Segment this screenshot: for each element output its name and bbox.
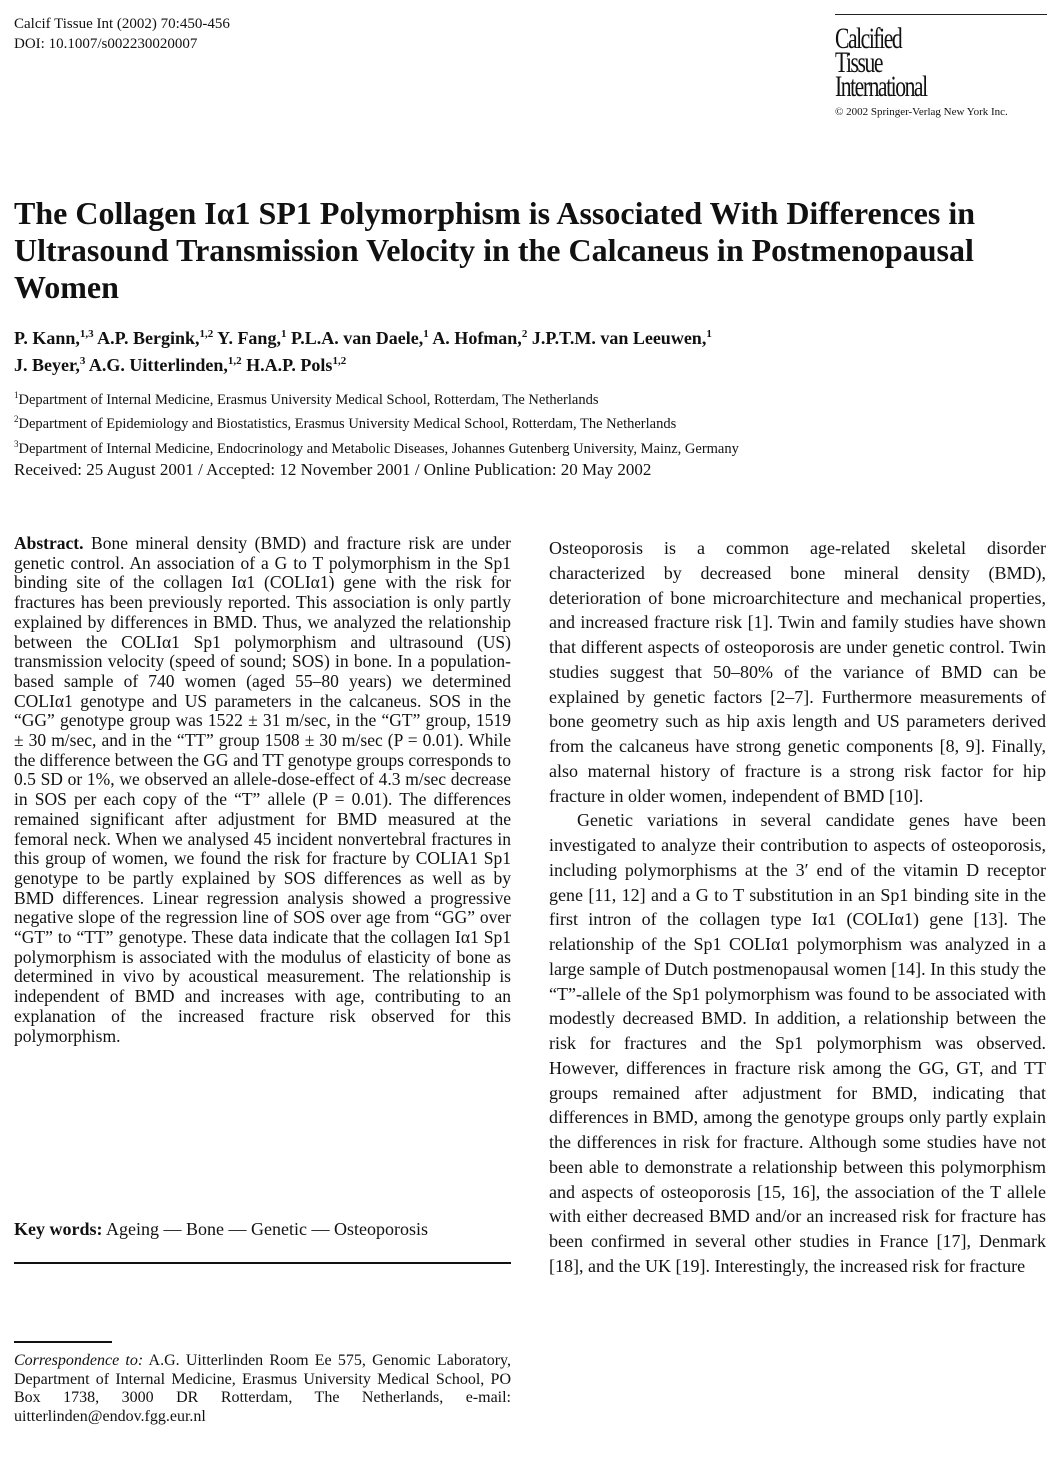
publication-dates: Received: 25 August 2001 / Accepted: 12 November 2001 / Online Publication: 20 May 2002 xyxy=(14,460,652,479)
affiliation: $^2$Department of Epidemiology and Biostatistics, Erasmus University Medical School, Rotterdam, The Netherlands xyxy=(14,414,677,433)
keywords-text: Ageing — Bone — Genetic — Osteoporosis xyxy=(106,1219,428,1239)
paper-title: The Collagen Iα1 SP1 Polymorphism is Associated With Differences in Ultrasound Transmission Velocity in the Calcaneus in Postmenopausal Women xyxy=(14,195,975,305)
correspondence-text: A.G. Uitterlinden Room Ee 575, Genomic Laboratory, Department of Internal Medicine, Erasmus University Medical School, PO Box 1738, 3000 DR Rotterdam, The Netherlands, e-mail: uitterlinden@endov.fgg.eur.nl xyxy=(14,1352,512,1425)
logo-line-3: International xyxy=(835,70,927,103)
author: A.G. Uitterlinden,$^{1,2}$ xyxy=(88,355,242,375)
author: A.P. Bergink,$^{1,2}$ xyxy=(97,328,214,348)
author: Y. Fang,$^1$ xyxy=(217,328,287,348)
correspondence-label: Correspondence to: xyxy=(14,1352,144,1369)
keywords xyxy=(14,1219,511,1240)
abstract-divider xyxy=(14,1262,511,1264)
affiliation: $^3$Department of Internal Medicine, Endocrinology and Metabolic Diseases, Johannes Gutenberg University, Mainz, Germany xyxy=(14,438,739,457)
body-paragraph: Osteoporosis is a common age-related skeletal disorder characterized by decreased bone mineral density (BMD), deterioration of bone microarchitecture and mechanical properties, and increased fracture risk [1]. Twin and family studies have shown that different aspects of osteoporosis are under genetic control. Twin studies suggest that 50–80% of the variance of BMD can be explained by genetic factors [2–7]. Furthermore measurements of bone geometry such as hip axis length and US parameters derived from the calcaneus have strong genetic components [8, 9]. Finally, also maternal history of fracture is a strong risk factor for hip fracture in older women, independent of BMD [10]. xyxy=(549,538,1046,806)
affiliation-list xyxy=(14,386,1054,459)
body-column xyxy=(549,536,1046,1279)
author: J.P.T.M. van Leeuwen,$^1$ xyxy=(531,328,712,348)
author: H.A.P. Pols$^{1,2}$ xyxy=(246,355,347,375)
logo-line-1: Calcified xyxy=(835,22,902,55)
doi-line: DOI: 10.1007/s002230020007 xyxy=(14,36,198,52)
author: A. Hofman,$^2$ xyxy=(432,328,528,348)
author: P. Kann,$^{1,3}$ xyxy=(14,328,94,348)
abstract-text: Bone mineral density (BMD) and fracture risk are under genetic control. An association of a G to T polymorphism in the Sp1 binding site of the collagen Iα1 (COLIα1) gene with the risk for fractures has been previously reported. This association is only partly explained by differences in BMD. Thus, we analyzed the relationship between the COLIα1 Sp1 polymorphism and ultrasound (US) transmission velocity (speed of sound; SOS) in bone. In a population-based sample of 740 women (aged 55–80 years) we determined COLIα1 genotype and US parameters in the calcaneus. SOS in the “GG” genotype group was 1522 ± 31 m/sec, in the “GT” group, 1519 ± 30 m/sec, and in the “TT” group 1508 ± 30 m/sec (P = 0.01). While the difference between the GG and TT genotype groups corresponds to 0.5 SD or 1%, we observed an allele-dose-effect of 4.3 m/sec decrease in SOS per each copy of the “T” allele (P = 0.01). The differences remained significant after adjustment for BMD measured at the femoral neck. When we analysed 45 incident nonvertebral fractures in this group of women, we found the risk for fracture by COLIA1 Sp1 genotype to be partly explained by SOS differences as well as by BMD differences. Linear regression analysis showed a progressive negative slope of the regression line of SOS over age from “GG” over “GT” to “TT” genotype. These data indicate that the collagen Iα1 Sp1 polymorphism is associated with the modulus of elasticity of bone as determined in vivo by acoustical measurement. The relationship is independent of BMD and increases with age, contributing to an explanation of the increased fracture risk observed for this polymorphism. xyxy=(14,533,511,1046)
abstract-label: Abstract. xyxy=(14,533,84,553)
logo-line-2: Tissue xyxy=(835,46,883,79)
affiliation: $^1$Department of Internal Medicine, Erasmus University Medical School, Rotterdam, The Netherlands xyxy=(14,390,599,408)
footnote-divider xyxy=(14,1341,112,1343)
author: P.L.A. van Daele,$^1$ xyxy=(290,328,429,348)
logo-rule xyxy=(835,14,1047,15)
abstract xyxy=(14,534,511,1046)
keywords-label: Key words: xyxy=(14,1219,103,1239)
correspondence-footnote xyxy=(14,1352,511,1426)
body-paragraph: Genetic variations in several candidate genes have been investigated to analyze their contribution to aspects of osteoporosis, including polymorphisms at the 3′ end of the vitamin D receptor gene [11, 12] and a G to T substitution in an Sp1 binding site in the first intron of the collagen type Iα1 (COLIα1) gene [13]. The relationship of the Sp1 COLIα1 polymorphism was analyzed in a large sample of Dutch postmenopausal women [14]. In this study the “T”-allele of the Sp1 polymorphism was found to be associated with modestly decreased BMD. In addition, a relationship between the risk for fractures and the Sp1 polymorphism was observed. However, differences in fracture risk among the GG, GT, and TT groups remained after adjustment for BMD, indicating that differences in BMD, among the genotype groups only partly explain the differences in risk for fracture. Although some studies have not been able to demonstrate a relationship between this polymorphism and aspects of osteoporosis [15, 16], the association of the T allele with either decreased BMD and/or an increased risk for fracture has been confirmed in several other studies in France [17], Denmark [18], and the UK [19]. Interestingly, the increased risk for fracture xyxy=(549,810,1046,1276)
citation-line: Calcif Tissue Int (2002) 70:450-456 xyxy=(14,16,230,32)
journal-logo xyxy=(835,14,1047,118)
journal-citation xyxy=(14,14,230,54)
author-list xyxy=(14,323,1034,377)
author: J. Beyer,$^3$ xyxy=(14,355,86,375)
copyright-notice: © 2002 Springer-Verlag New York Inc. xyxy=(835,106,1008,118)
